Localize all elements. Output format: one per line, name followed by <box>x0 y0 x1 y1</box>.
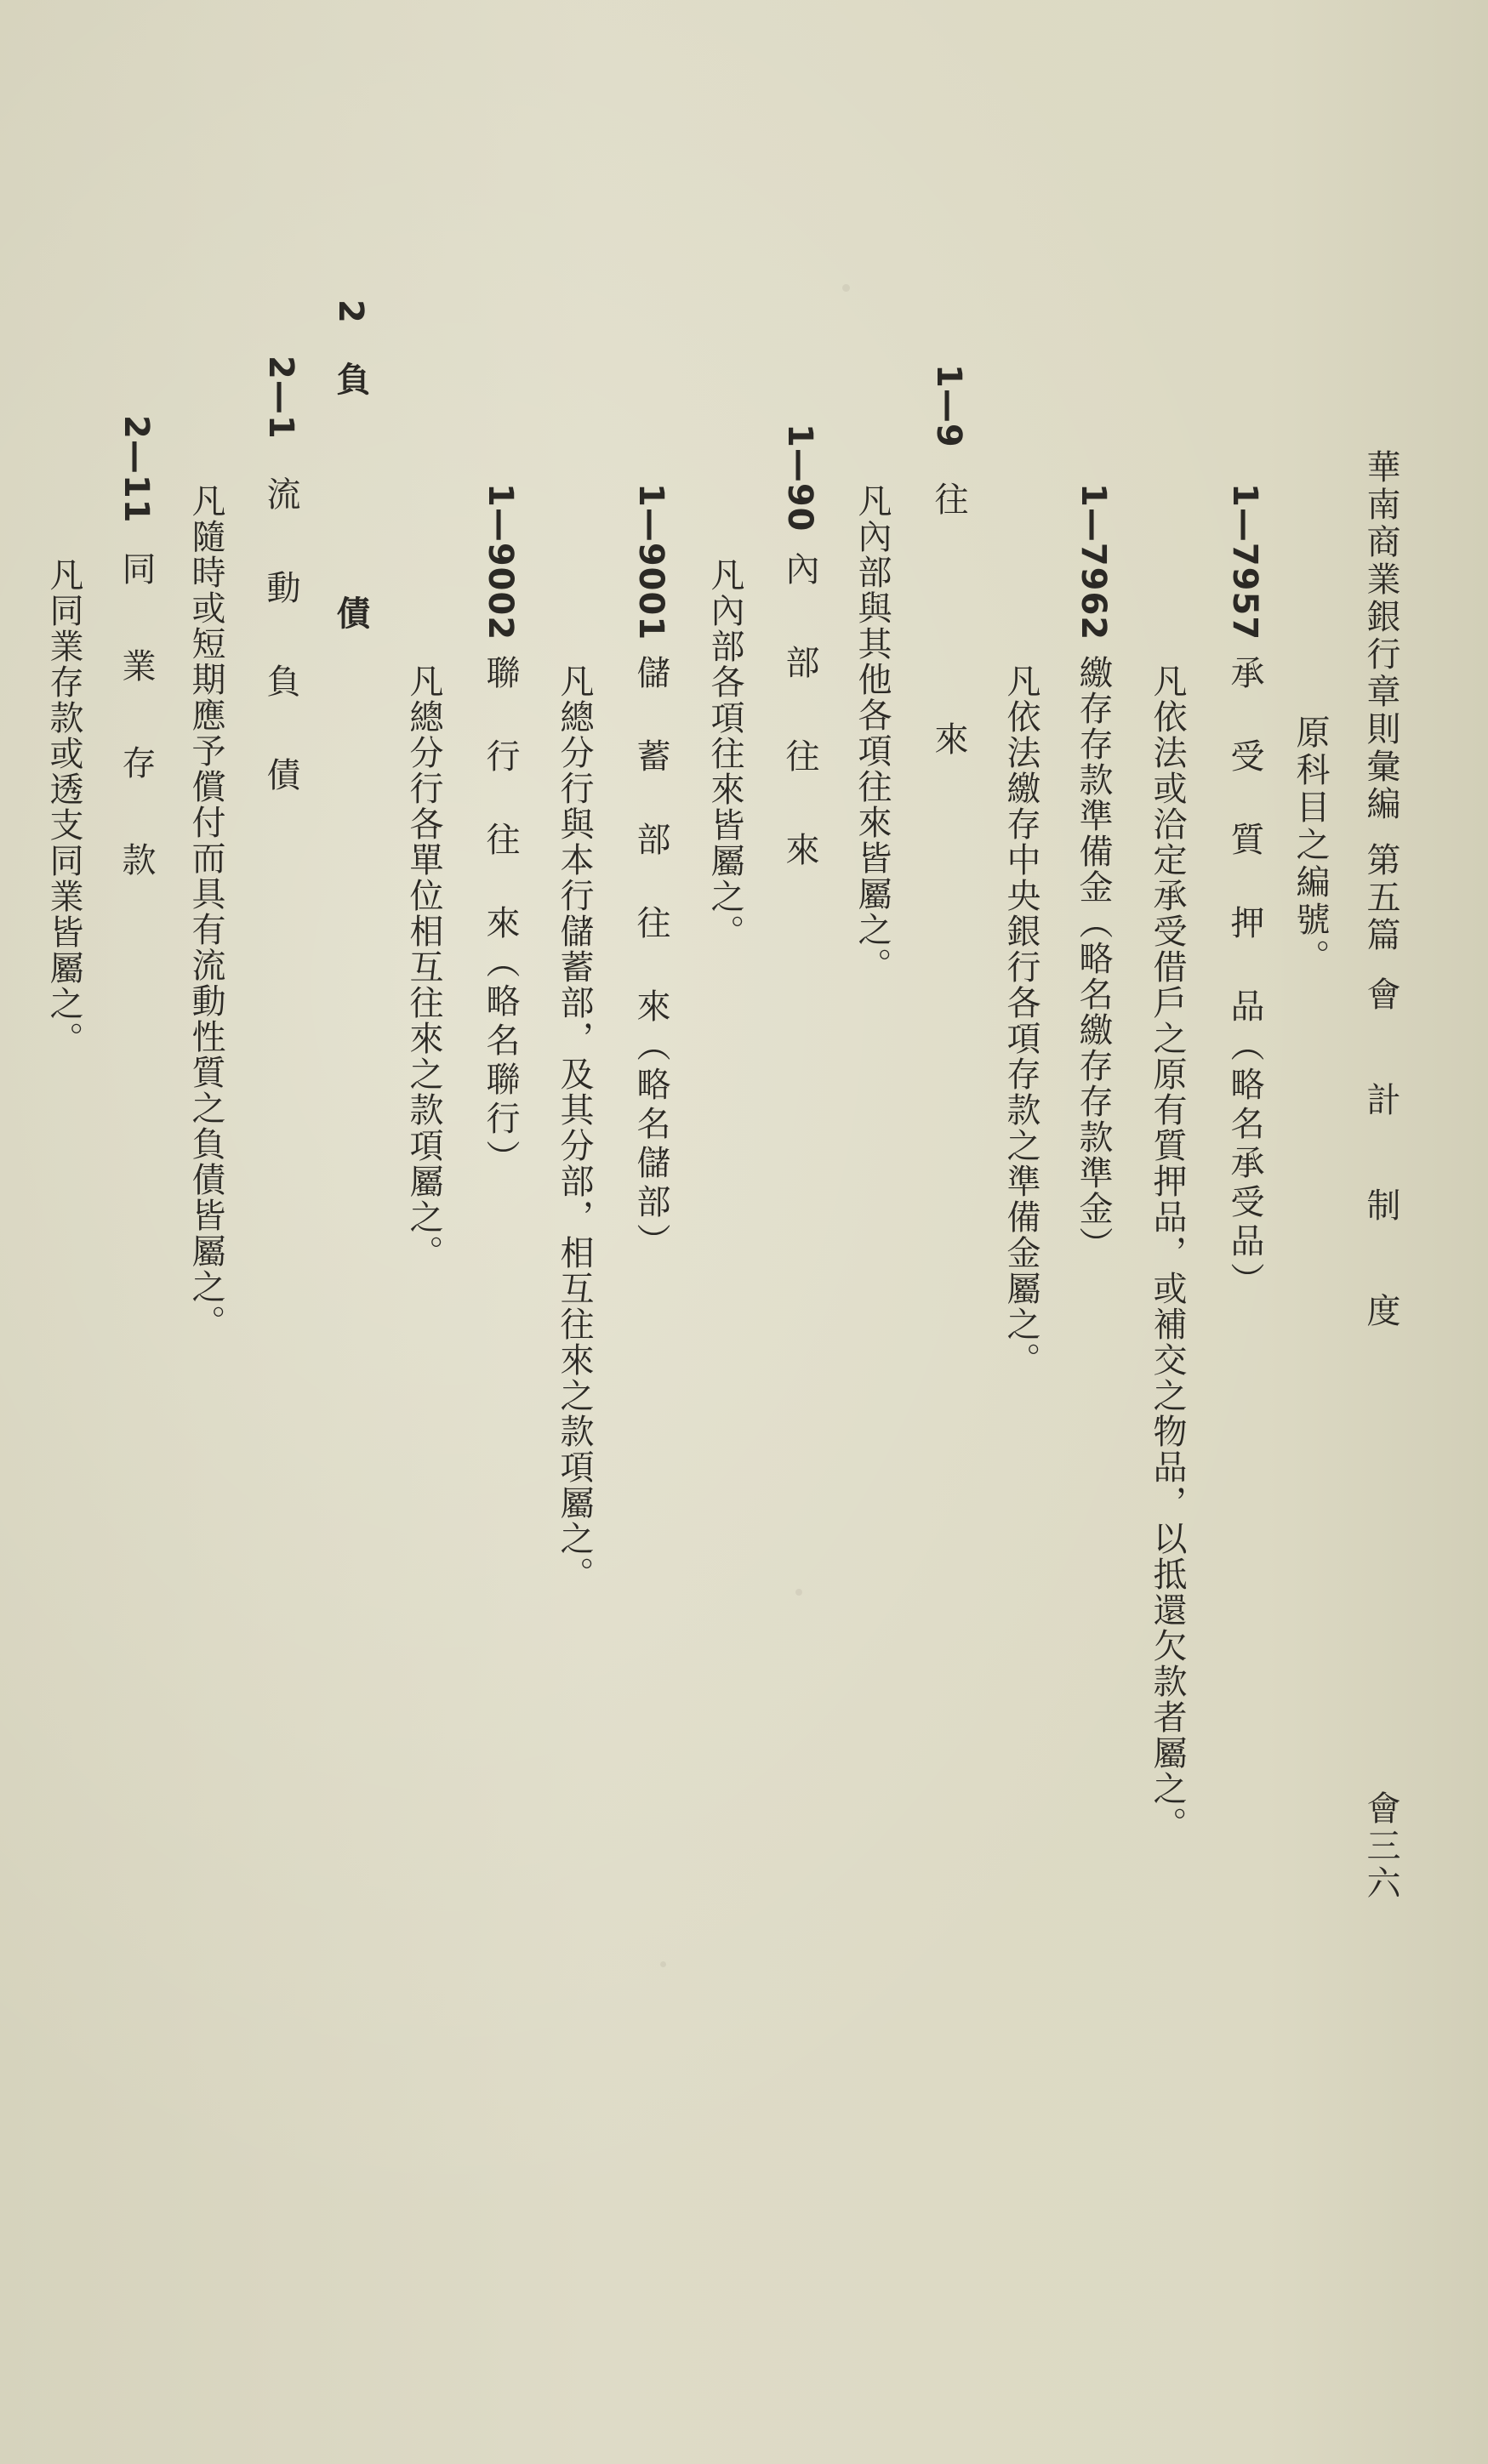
account-name: 流 動 負 債 <box>261 476 300 801</box>
account-name: 儲 蓄 部 往 來（略名儲部） <box>631 655 670 1262</box>
paper-spot <box>795 1589 802 1596</box>
account-description: 凡總分行各單位相互往來之款項屬之。 <box>404 663 443 1271</box>
paper-spot <box>660 1961 666 1967</box>
section-title: 會 計 制 度 <box>1361 976 1400 1346</box>
account-code: 1—90 <box>780 424 819 532</box>
account-code: 2—1 <box>261 356 300 440</box>
account-description: 凡隨時或短期應予償付而具有流動性質之負債皆屬之。 <box>186 483 225 1340</box>
account-code: 1—9001 <box>631 483 670 641</box>
category-name-end: 債 <box>331 595 371 633</box>
account-name: 繳存存款準備金（略名繳存存款準金） <box>1074 655 1113 1262</box>
account-name: 往 <box>929 481 968 519</box>
account-code: 1—9002 <box>481 483 520 641</box>
body-text: 原科目之編號。 <box>1291 714 1330 976</box>
account-description: 凡依法或洽定承受借戶之原有質押品，或補交之物品，以抵還欠款者屬之。 <box>1148 663 1187 1842</box>
account-description: 凡內部與其他各項往來皆屬之。 <box>852 483 892 983</box>
account-name: 承 受 質 押 品（略名承受品） <box>1225 655 1264 1301</box>
account-code: 1—7957 <box>1225 483 1264 641</box>
account-description: 凡總分行與本行儲蓄部，及其分部，相互往來之款項屬之。 <box>555 663 594 1592</box>
account-name: 聯 行 往 來（略名聯行） <box>481 655 520 1179</box>
account-code: 1—9 <box>929 364 968 448</box>
account-code: 1—7962 <box>1074 483 1113 641</box>
account-code: 2—11 <box>117 415 156 524</box>
paper-spot <box>842 284 850 292</box>
category-code: 2 <box>331 299 370 324</box>
page-number: 會三六 <box>1361 1790 1400 1903</box>
category-name: 負 <box>331 361 371 399</box>
account-description: 凡同業存款或透支同業皆屬之。 <box>44 557 83 1057</box>
account-name-end: 來 <box>929 721 968 759</box>
account-description: 凡內部各項往來皆屬之。 <box>705 557 744 950</box>
account-description: 凡依法繳存中央銀行各項存款之準備金屬之。 <box>1001 663 1040 1378</box>
book-title: 華南商業銀行章則彙編 <box>1361 449 1400 823</box>
account-name: 同 業 存 款 <box>117 551 156 888</box>
chapter-label: 第五篇 <box>1361 842 1400 954</box>
account-name: 內 部 往 來 <box>780 551 819 876</box>
